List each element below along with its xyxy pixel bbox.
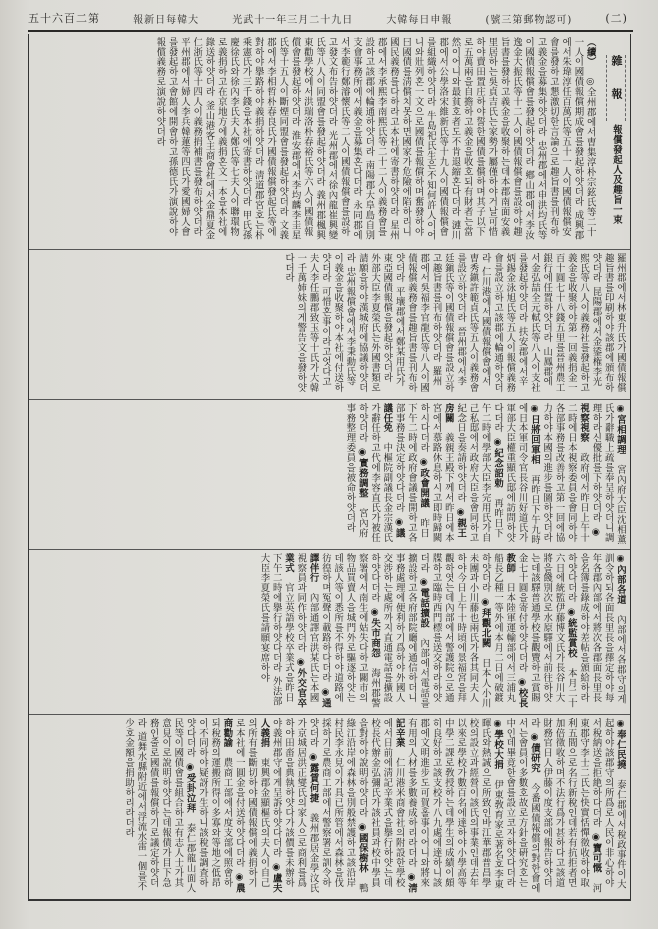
article: ◉失市商怨 海州郡警察署에서南生에姑失다하고關市의物品買賣人을城門外로驅逐하얏는데該人等이悉所를不得하야道路에彷徨하며冤聲이載路하다더라	[319, 553, 381, 709]
article: 外法部大臣李夏榮氏를請願宴席하야	[258, 553, 282, 707]
article: 甲氏孫慶徐氏와徐內李氏夫人鄭氏等七夫人이聯環物로義捐하고在京地方에義捐혼文一本을本社에錄送하얏더라	[203, 37, 252, 241]
article: 忠州郡에서申洪均氏等이國債報償會를發起하얏더라	[523, 37, 547, 241]
article: ◉紀念詔勅 再昨日下午二時에學部大臣李完用氏가自己私邸에서政府大臣을會同하고紀念日을奏請하얏더라	[455, 403, 504, 543]
article: ◉農商勸諭 農商工部에서度支部에照會하되稅務의運搬所得이多寡와等地之低昂이不同하야疑訝가生하니該稅를調査하얏다더라	[184, 718, 245, 894]
article: 羅州郡에서林東升氏가國債報償趣旨書를印刷하야該郡에頒布하얏더라	[590, 253, 626, 393]
article: 山鳳郡에서金弘喆全元軾氏等八人이支社를發起하얏더라	[516, 253, 553, 393]
article: ◉淸記辛業 仁川港米商會社의附設한學校에서日前에淸記辛業式을擧行하얏는데校長代辦金弘彌氏가該社員과校中學員을對하야說明하얏더라	[356, 718, 417, 894]
tier-4-text	[33, 553, 626, 711]
article: 道舞水縣附近에서浮流水雷一個를不少호金額을捐助하리라더라	[123, 718, 147, 892]
article: ◉寶可慨 河東郡守李士二氏는快實恬憚徵收하야取利五間으로名行新稅인데若有抗拒者면加倍徵收하며不法行爲가甚하다고該道財務官日人伊藤이度支部에報告하얏더라	[528, 718, 602, 894]
article: 淮安郡에서李均麟李圭星氏等十五人이斷煙同盟會를發起하얏더라	[277, 37, 301, 241]
article: 文義郡에서李相哲朴春良氏가國債報償發起氏等에對하야擧路하야義捐하얏더라	[252, 37, 289, 241]
article: ◉國保樹林 鴨綠江沿岸에森林을別般禁護하고該沿岸村民李永見이가具已所管에서森林을伐採하기로農商工部에서警察署로訓令하얏더라	[307, 718, 368, 894]
article: ◉電話擴設 內部에서電話를擴設하고各府部院廳에通信하더니事務處理에便利하기爲하야外國人交涉하는處所까지直通電話를擴設하얏다더라	[369, 553, 430, 709]
article: ◉議議任免 中樞院副議長金宗漢氏가辭任하고代에李容直氏가被任하얏더라	[356, 403, 405, 543]
masthead-paper-title: 大韓每日申報	[386, 14, 453, 26]
article: 星州郡에서李承熙李南熙氏等二十二人이義務會를設하고該郡에輪通하얏더라	[363, 37, 399, 241]
tier-4	[29, 549, 630, 714]
article: 釜山港客主商會社에서金鼎夏金仁浙氏等十四人이義務捐補書를發布하얏더라	[191, 37, 215, 241]
article: 外部大臣李夏榮氏는外國書類로請願을하야漢城府에協議하얏더라	[344, 253, 381, 393]
article: ◉露賃何捷 義州郡居金學汶氏가京城居洪正燮氏의家人으로商利를爲하야田畓을典執하얏다가該價를未辦하야義州郡守에게呈訴하얏다더라	[270, 718, 319, 894]
section-title-miscellaneous: 雜報	[606, 55, 626, 121]
masthead-rule	[28, 30, 633, 32]
article: 平州郡에서婦人李兵韓蓮等四氏가愛國婦人會를發起하고會館에開會하고孫德氏가演說하야報償義務로演說하얏더라	[154, 37, 190, 237]
masthead-issue-number: 五十六百二第	[28, 12, 100, 25]
tier-5	[29, 714, 630, 899]
masthead	[28, 8, 628, 28]
article: 鄕山郡에서李汝逸金大振氏等十二人이國債報償會를設하야趣旨書를發하고義金을收聚하는데本郡南面安義里居하는吳貞吉氏는家勢가屬僅하야거날可惜하야賣田置庄하야誓한國債를償하며其子以下로五萬兩을自擔하고義金을收호되有財者는當然이어니와最貧호者도不肯退縮혼다더라	[449, 37, 535, 241]
article: 漣川郡에서公學洛宋維新氏等十九人이國債報償會를組織하얏더라	[424, 37, 461, 241]
article: 平壤郡에서鄭某用氏가東亞國債報償을發起하얏더라	[381, 253, 405, 387]
content-frame	[28, 34, 631, 901]
article: ◉受卦泣拜 泰仁郡龍山面人民等이國債會를組合하고有志人士가其意見이로說明하얏다는데報債가目下急務인줄로國債를報償하기로議定하얏더라	[135, 718, 196, 894]
article: ◎全州郡에서曺集淳朴宗鉉氏等二十一人이國債報償期成會를發起하얏더라	[572, 37, 596, 238]
article: 義州郡楓興東勸學校에서洪瑞洛朴春裕氏等六人이國債報償會를發起하얏더라	[289, 37, 326, 241]
article: ◉通譯伴行 內部通譯官洪某氏는本國視察員과同作하얏더라	[295, 553, 331, 709]
article: ◉內部各道 內部에서各郡守의게訓令하되各面長里長을擇定하야每年各郡內部에서將次各郡面長里長을名簿를錄成하야差帖을頒給하라하얏다더라	[565, 553, 626, 705]
article: ◉日將回軍相 再昨日下午九時에日本軍司令官長谷川好道氏가軍部大臣權重顯氏邸에訪問하얏다더라	[492, 403, 540, 545]
article: ◉學校大捐 伊東敎育家로著名호李東暉氏와熱誠으로所致인바江華郡普昌學校의設立과經營이該氏의事業인데去年以來로學校가數百名에達하야小學高等中學二課로敎授하는데學生의成績이頗히良好하고該支校가八九處에達하니該郡에文明進步도可賀홀事이어니와將來有用의人材를多數養成하리라더라	[405, 718, 504, 890]
article: ◉拜觀北闕 日本人小川未團과小川藤也兩氏가各其同夫人하야今日上午十時頃에景福宮을拜觀하엿는데內部에서警護院으로通牒하고臨時西門標를送交하라하얏더라	[418, 553, 491, 709]
article: 報償發起人及趣旨一束（續）	[584, 37, 622, 225]
tier-1-text	[33, 37, 626, 246]
article: 永同郡에서李範行鄭濬懷氏等二人이國債報償會를設하고發文布告하얏더라	[326, 37, 363, 241]
article: 羅州郡에서吳福李官龍氏等八人이國債報償義務會를趣旨書를刊布하얏더라	[393, 253, 442, 393]
masthead-date: 光武十一年三月二十九日	[232, 14, 354, 26]
article: ◉奉仁民撓 泰仁郡에서稅政事件이大起하야該郡守의所爲로人民이非心하야서稅納送을拒絶하다더라	[590, 718, 626, 890]
article: ◉親王房關 義親王殿下께서昨日에本宮에서慕路休息하시고即時歸闕하시다더라	[418, 403, 467, 543]
tier-3-text	[33, 403, 626, 546]
article: 成興郡에서朱瑋淳任百萬氏等五十一人이國債報償安會를發하고懇激切한言論으로趣旨書를刊布하고義金을募集하얏더라	[535, 37, 584, 241]
masthead-postal-note: (號三第郵物認可)	[485, 14, 573, 26]
article: ◉實務調整 宮內府事務整理委員을被命하얏더라	[344, 403, 368, 539]
article: ◉視察視察 政府에서昨日上午十二時에日本視察委員을會同하야各部事務를改善하고第一回에協力하야本國의進步를圖하얏더라	[541, 403, 602, 543]
article: ◉政會開議 昨日下午二時에政府會議를開하고各部事務를決定하얏다더라	[393, 403, 430, 543]
tier-2	[29, 249, 630, 399]
masthead-paper-subtitle: 報新日每韓大	[133, 14, 200, 26]
article: 忠州報償會에서李秉勳氏等이義金을收聚하야本社에付送하얏더라	[319, 253, 356, 393]
article: 可惜혼事이라고엇다고夫人李任鵬郡致玉等十氏가大韓一千萬姉妹의게警告文을發하얏다더라	[282, 253, 331, 393]
article: ◉債研究 今番國債報償의對한會에서는會員이多數호故로方針을硏究호는中인데畢竟한會를設立코자하얏다더라	[504, 718, 540, 894]
article: 南陽郡大阜島自別支會事務所에서義金을募集혼다더라	[351, 37, 375, 241]
article: 昆陽郡에서金鋈権李光熙氏等八人이義務社를發起하고義金을收聚하야第一回義捐金一百十圓七十八錢五里를晉州農工銀行에任置하얏더라	[541, 253, 602, 393]
article: 扶安郡에서辛炳錫金泳旭氏等五人이報償義務會를設立하고該郡에輪通하얏더라	[479, 253, 528, 393]
article: 淸道郡宮호는朴乘憲氏가三千錢을本社에寄書하얏더라	[240, 37, 264, 241]
article: 仁川港에서國債報償會에서曺秀鎭許範貞氏等五人이義務會를設立하얏더라	[455, 253, 491, 393]
tier-1	[29, 34, 630, 249]
tier-2-text	[33, 253, 626, 396]
article: 光州郡에서徐內龍崔興變氏等八人이同盟會를發起하얏더라	[314, 37, 338, 241]
tier-3	[29, 399, 630, 549]
article: ◉盧夫人義捐 東興郡金顯樞氏의夫人이自己의所有를斷切하야國債報償에義捐하기로本社에一圓金을付送하얏다더라	[233, 718, 282, 894]
page-number: (二)	[605, 12, 628, 25]
article: ◉外交官卒業式 官立英語學校卒業式을昨日下午二時에擧行하얏다더라	[270, 553, 307, 709]
article: ◉宮相調理 宮內府大臣沈相薰氏가辭職上疏를奉呈하얏더니調理하라신優批를下하얏더라	[590, 403, 626, 545]
article: ◉統監賞校 本月二十六日에統監伊藤博文氏가長谷川大將을餞別次로水原驛에서前往하얏는데該驛普通學校를觀覽하고賞賜金七十圓을寄付하얏다더라	[516, 553, 577, 709]
article: ◉校長教師 日本陸軍運輸部에서三浦丸船長乙種一等外에本月二日에破鍍하얏더라	[479, 553, 528, 709]
article: 牛島祀氏生은不知何許人이어니와壯列혼一文으로國債를報償하며奮發하야曰國債를淸償치못하면國家가危險에陷하리니國民義務를다하라고本社에寄書하얏더라	[387, 37, 436, 241]
article: 晉州郡에서李廷鎭氏等이國債報償會를設立하고趣旨書를刊布하얏더라	[430, 253, 467, 393]
tier-5-text	[33, 718, 626, 896]
